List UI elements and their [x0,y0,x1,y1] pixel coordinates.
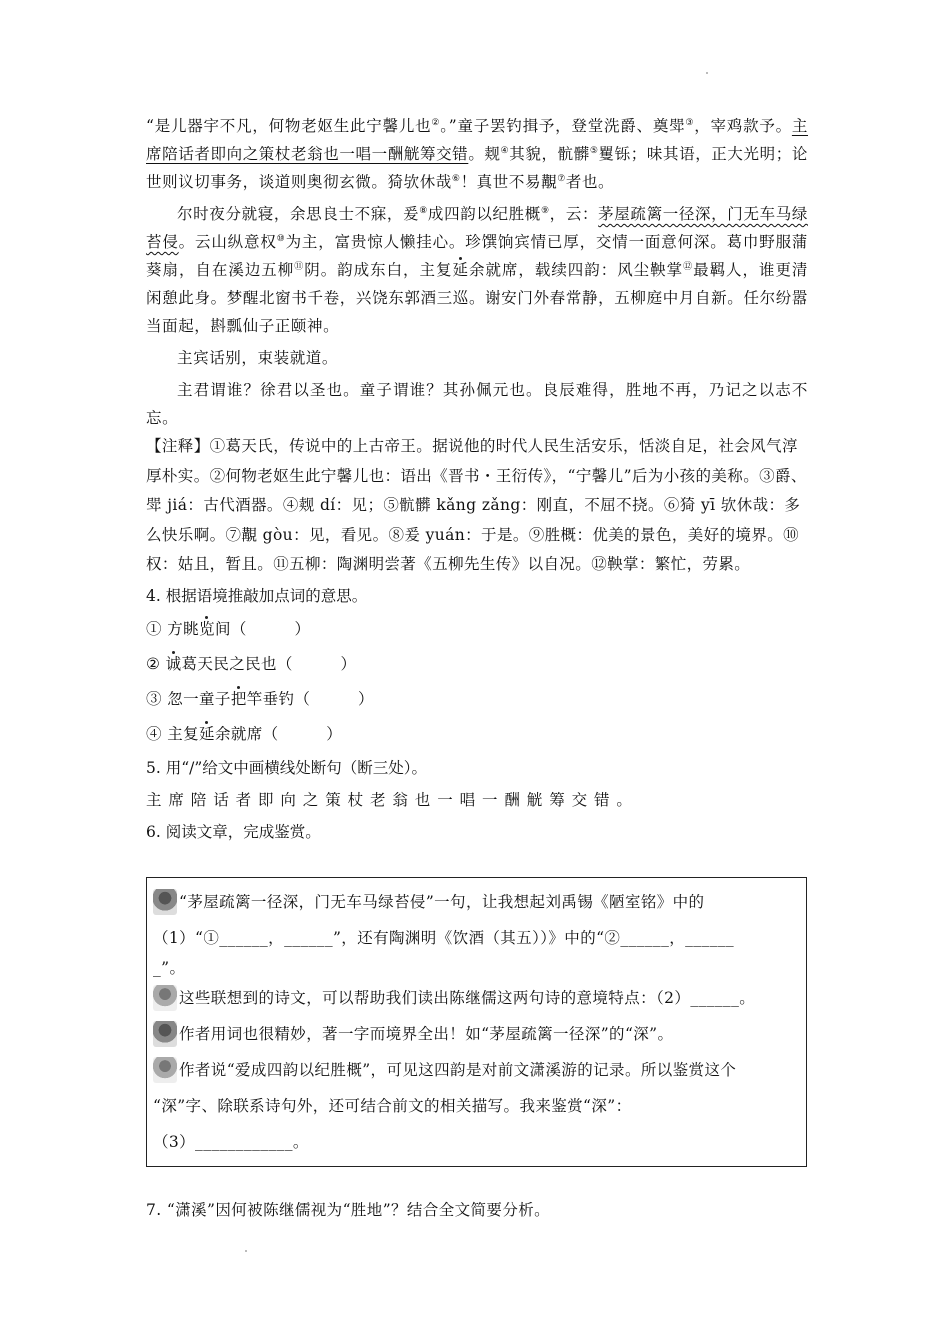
underlined-sentence: 主席陪话者即向之策杖老翁也一唱一酬觥筹交错 [146,117,809,163]
box-line-6: 作者说“爱成四韵以纪胜概”，可见这四韵是对前文潇溪游的记录。所以鉴赏这个 [153,1052,792,1088]
student-avatar-icon [153,1021,177,1047]
box-line-7: “深”字、除联系诗句外，还可结合前文的相关描写。我来鉴赏“深”： [153,1097,632,1115]
passage-paragraph-1: “是儿器宇不凡，何物老妪生此宁馨儿也②。”童子罢钓揖予，登堂洗爵、奠斝③，宰鸡款予。主席陪话者即向之策杖老翁也一唱一酬觥筹交错。觌④其貌，骯髒⑤矍铄；味其语，正大光明；论世则议切事务，谈道则奥彻玄微。猗欤休哉⑥！真世不易覯⑦者也。 [146,117,809,191]
question-7-title: 7. “潇溪”因何被陈继儒视为“胜地”？结合全文简要分析。 [146,1201,551,1219]
question-4-item-1: ① 方眺览间（ ） [146,619,311,638]
question-6-title: 6. 阅读文章，完成鉴赏。 [146,822,321,841]
passage-paragraph-4: 主君谓谁？徐君以圣也。童子谓谁？其孙佩元也。良辰难得，胜地不再，乃记之以志不忘。 [146,381,808,427]
box-line-2: （1）“①______，______”，还有陶渊明《饮酒（其五））》中的“②______，______ [153,929,735,947]
question-5-title: 5. 用“/”给文中画横线处断句（断三处）。 [146,758,428,777]
annotations: 【注释】①葛天氏，传说中的上古帝王。据说他的时代人民生活安乐，恬淡自足，社会风气淳厚朴实。②何物老妪生此宁馨儿也：语出《晋书・王衍传》，“宁馨儿”后为小孩的美称。③爵、斝 jiá：古代酒器。④觌 dí：见；⑤骯髒 kǎng zǎng：刚直，不屈不挠。⑥猗 yī 欤休哉：多么快乐啊。⑦覯 gòu：见，看见。⑧爰 yuán：于是。⑨胜概：优美的景色，美好的境界。⑩权：姑且，暂且。⑪五柳：陶渊明尝著《五柳先生传》以自况。⑫鞅掌：繁忙，劳累。 [146,437,807,573]
passage-paragraph-2: 尔时夜分就寝，余思良士不寐，爰⑧成四韵以纪胜概⑨，云：茅屋疏篱一径深，门无车马绿苔侵。云山纵意权⑩为主，富贵惊人懒挂心。珍馔饷宾情已厚，交情一面意何深。葛巾野服蒲葵扇，自在溪边五柳⑪阴。韵成东白，主复延余就席，载续四韵：风尘鞅掌⑫最羁人，谁更清闲憩此身。梦醒北窗书千卷，兴饶东郭酒三巡。谢安门外春常静，五柳庭中月自新。任尔纷嚣当面起，斟瓢仙子正颐神。 [146,205,809,335]
dotted-char-yan: 延 [452,261,469,279]
student-avatar-icon [153,1057,177,1083]
box-line-8: （3）____________。 [153,1133,309,1151]
question-6-appreciation-box [146,877,807,1167]
question-5-sentence: 主席陪话者即向之策杖老翁也一唱一酬觥筹交错。 [146,790,639,809]
box-line-3: _”。 [153,959,186,977]
question-4-title: 4. 根据语境推敲加点词的意思。 [146,586,368,605]
page-speck-top [706,72,708,74]
question-4-item-4: ④ 主复延余就席（ ） [146,724,343,743]
passage-paragraph-3: 主宾话别，束装就道。 [177,349,339,367]
wavy-underlined-verse: 茅屋疏篱一径深，门无车马绿苔侵 [146,205,808,251]
student-avatar-icon [153,889,177,915]
question-4-item-3: ③ 忽一童子把竿垂钓（ ） [146,689,374,708]
box-line-1: “茅屋疏篱一径深，门无车马绿苔侵”一句，让我想起刘禹锡《陋室铭》中的 [153,884,792,920]
document-body [146,112,808,848]
student-avatar-icon [153,985,177,1011]
page-speck-bottom [245,1250,247,1252]
box-line-4: 这些联想到的诗文，可以帮助我们读出陈继儒这两句诗的意境特点：（2）______。 [153,980,792,1016]
box-line-5: 作者用词也很精妙，著一字而境界全出！如“茅屋疏篱一径深”的“深”。 [153,1016,792,1052]
question-4-item-2: ② 诚葛天民之民也（ ） [146,654,357,673]
